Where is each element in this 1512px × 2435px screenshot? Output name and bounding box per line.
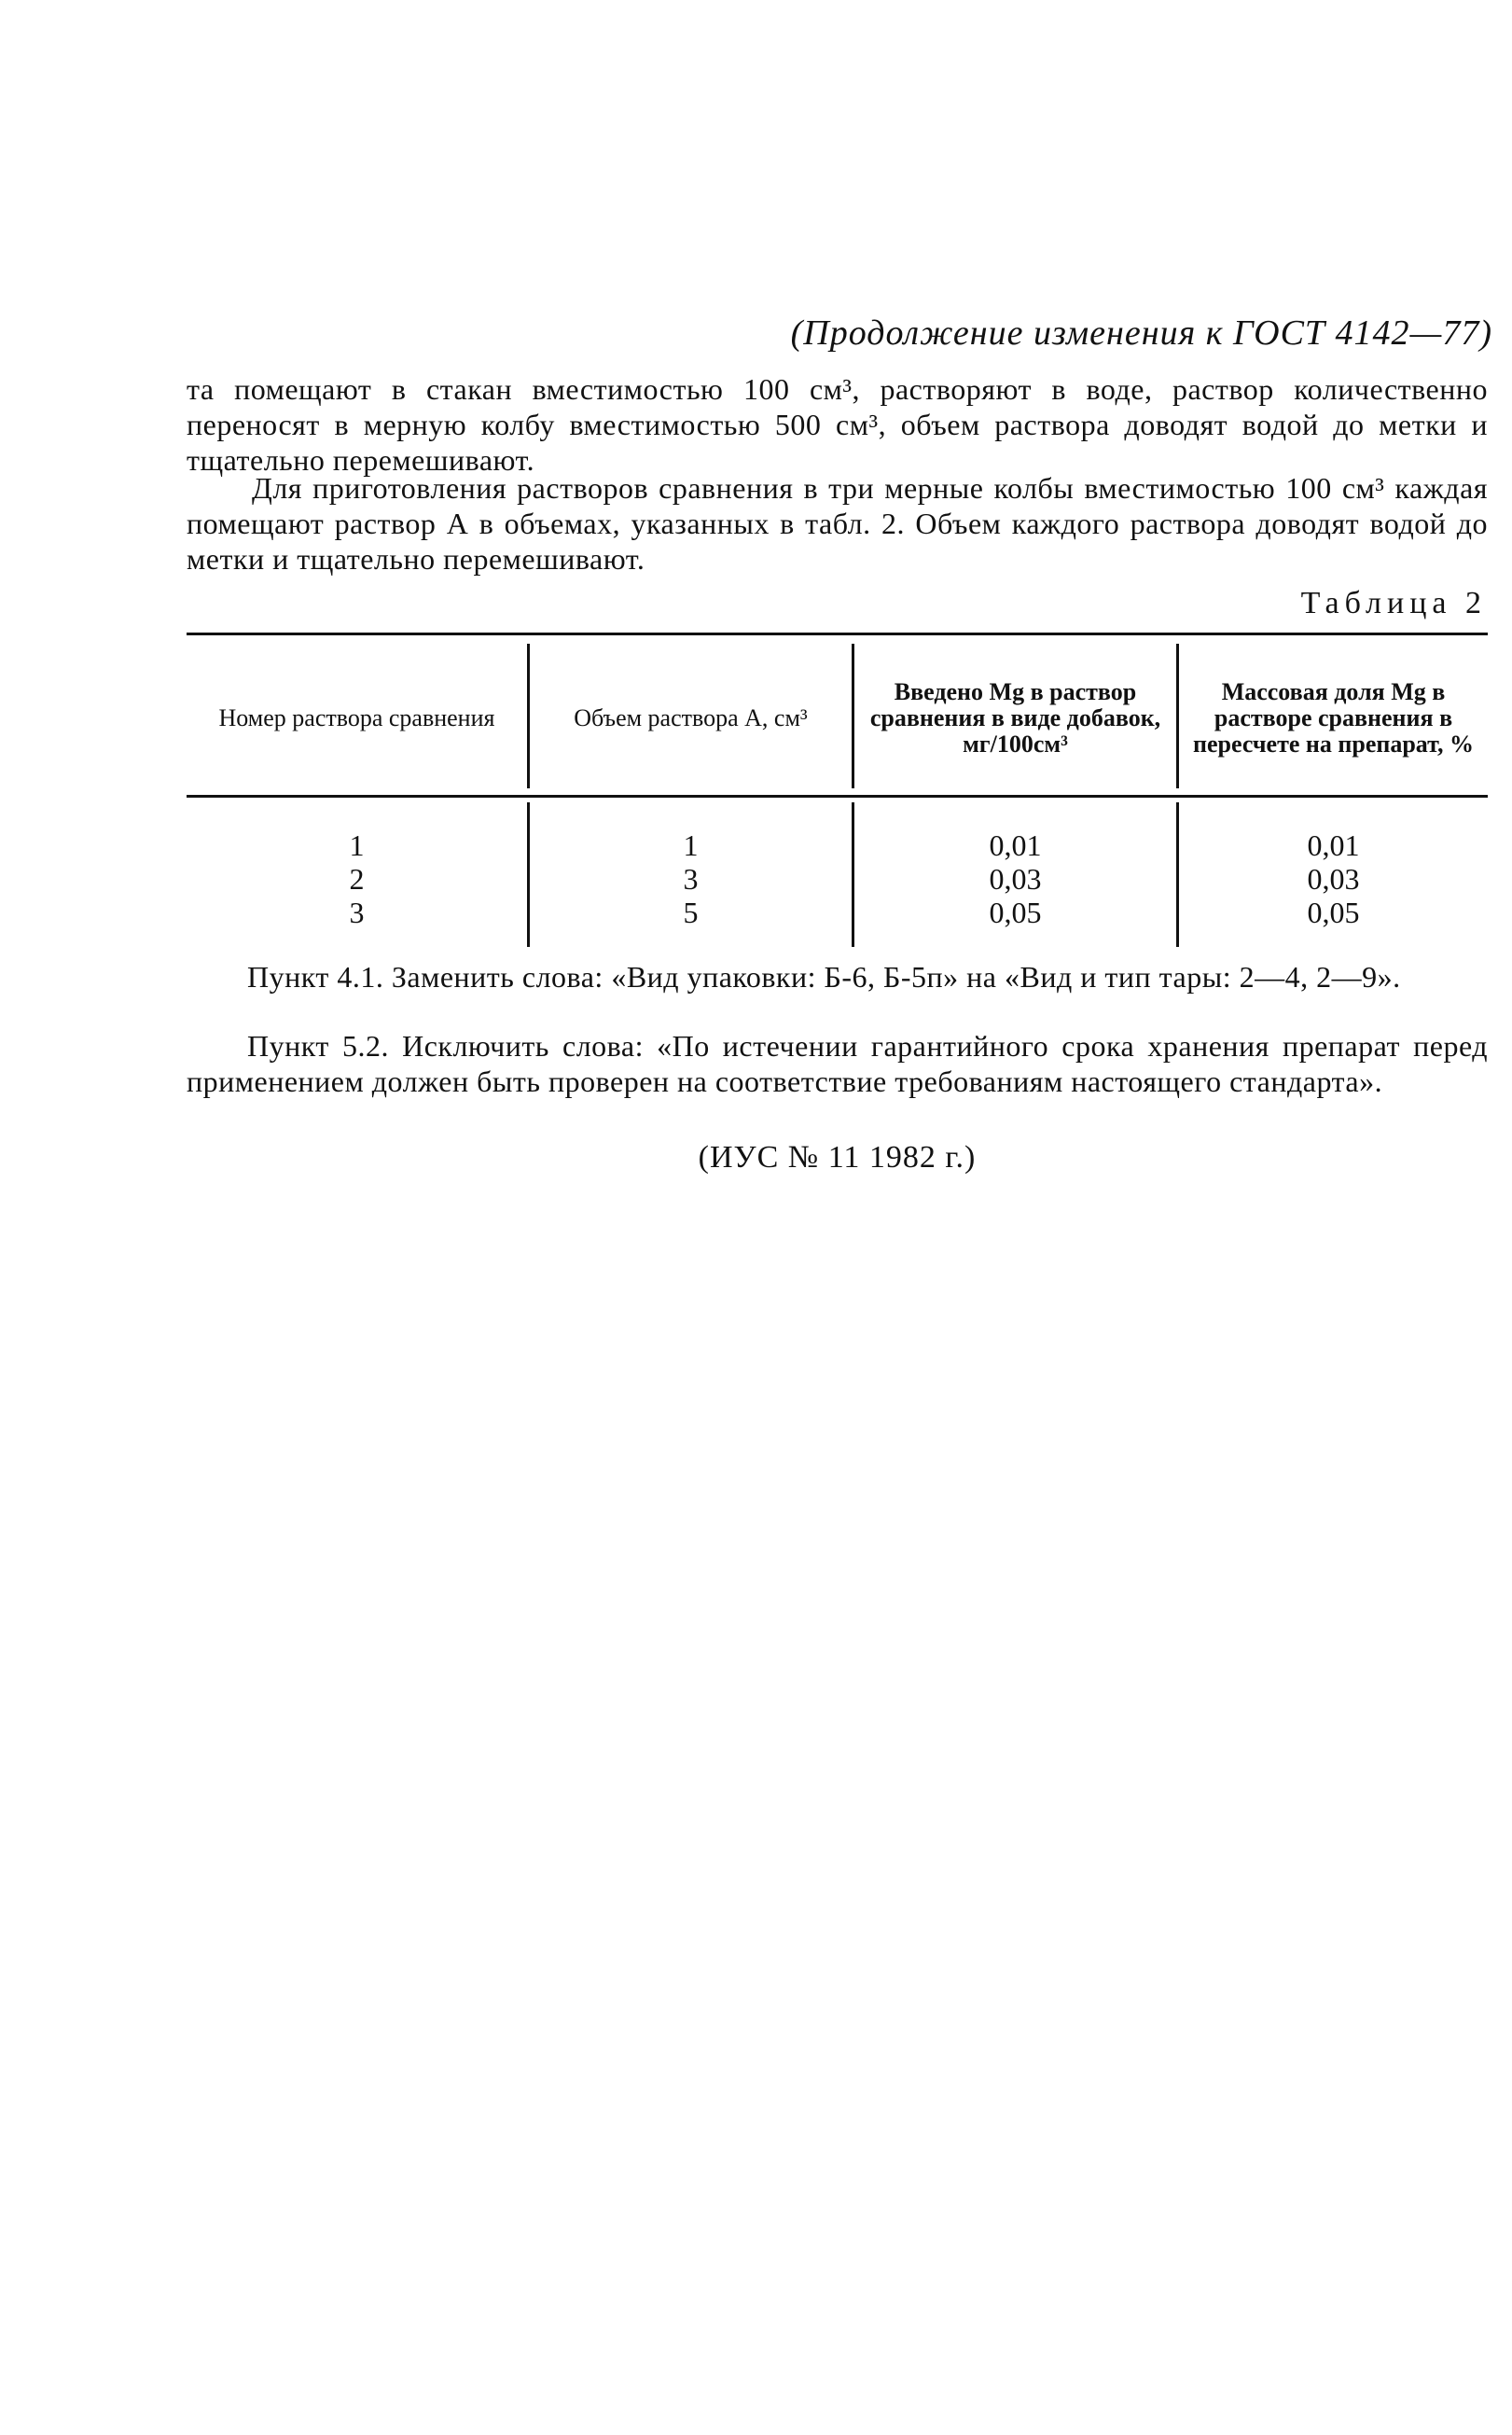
- header-mg-mass-fraction: Массовая доля Mg в растворе сравнения в пересчете на препарат, %: [1193, 678, 1474, 758]
- continuation-header: (Продолжение изменения к ГОСТ 4142—77): [790, 313, 1492, 353]
- table-cell: 1: [349, 828, 365, 862]
- table-cell: 0,03: [1307, 862, 1360, 896]
- header-solution-volume: Объем раствора А, см³: [574, 704, 808, 731]
- header-solution-number: Номер раствора сравнения: [218, 704, 495, 731]
- table-cell: 0,05: [1307, 896, 1360, 929]
- paragraph-dilution: та помещают в стакан вместимостью 100 см³, растворяют в воде, раствор количественно переносят в мерную колбу вместимостью 500 см³, объем раствора доводят водой до метки и тщательно перемешивают.: [187, 372, 1488, 477]
- table-cell: 0,05: [989, 896, 1042, 929]
- table-cell: 0,01: [1307, 828, 1360, 862]
- table-cell: 0,01: [989, 828, 1042, 862]
- header-mg-added: Введено Mg в раствор сравнения в виде добавок, мг/100см³: [869, 678, 1161, 758]
- table-cell: 0,03: [989, 862, 1042, 896]
- table-caption: Таблица 2: [1300, 586, 1487, 620]
- table-cell: 3: [349, 896, 365, 929]
- paragraph-reference-solutions: Для приготовления растворов сравнения в три мерные колбы вместимостью 100 см³ каждая помещают раствор А в объемах, указанных в табл. 2. Объем каждого раствора доводят водой до метки и тщательно перемешивают.: [187, 471, 1488, 576]
- table-cell: 3: [683, 862, 699, 896]
- table-header-rule: [187, 795, 1488, 798]
- table-cell: 5: [683, 896, 699, 929]
- table-top-rule: [187, 633, 1488, 635]
- paragraph-clause-5-2: Пункт 5.2. Исключить слова: «По истечении гарантийного срока хранения препарат перед применением должен быть проверен на соответствие требованиям настоящего стандарта».: [187, 1029, 1488, 1098]
- table-cell: 1: [683, 828, 699, 862]
- table-cell: 2: [349, 862, 365, 896]
- paragraph-clause-4-1: Пункт 4.1. Заменить слова: «Вид упаковки: Б-6, Б-5п» на «Вид и тип тары: 2—4, 2—9».: [247, 960, 1401, 994]
- ius-reference: (ИУС № 11 1982 г.): [698, 1140, 977, 1175]
